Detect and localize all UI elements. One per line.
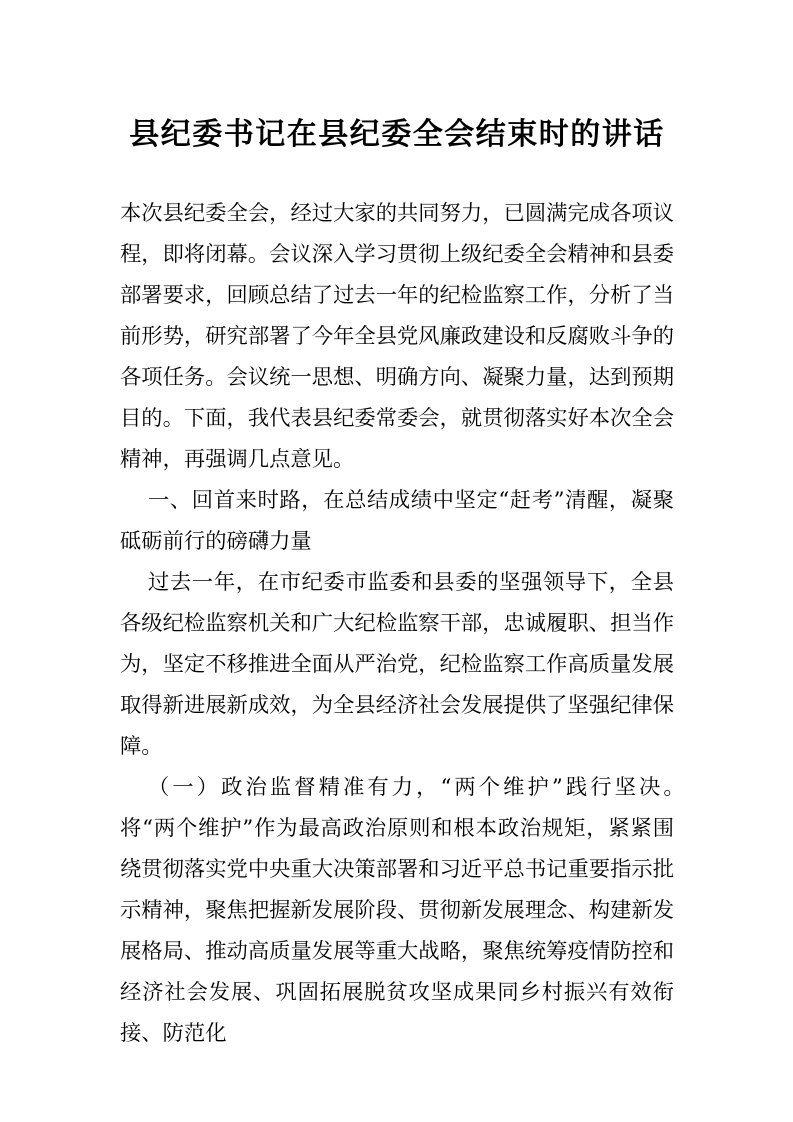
- paragraph-review: 过去一年，在市纪委市监委和县委的坚强领导下，全县各级纪检监察机关和广大纪检监察干部，忠诚履职、担当作为，坚定不移推进全面从严治党，纪检监察工作高质量发展取得新进展新成效，为全县经济社会发展提供了坚强纪律保障。: [120, 570, 674, 759]
- paragraph-political-supervision: （一）政治监督精准有力，“两个维护”践行坚决。 将“两个维护”作为最高政治原则和根本政治规矩，紧紧围绕贯彻落实党中央重大决策部署和习近平总书记重要指示批示精神，聚焦把握新发展阶段、贯彻新发展理念、构建新发展格局、推动高质量发展等重大战略，聚焦统筹疫情防控和经济社会发展、巩固拓展脱贫攻坚成果同乡村振兴有效衔接、防范化: [120, 775, 696, 1046]
- paragraph-opening: 本次县纪委全会，经过大家的共同努力，已圆满完成各项议程，即将闭幕。会议深入学习贯彻上级纪委全会精神和县委部署要求，回顾总结了过去一年的纪检监察工作，分析了当前形势，研究部署了今年全县党风廉政建设和反腐败斗争的各项任务。会议统一思想、明确方向、凝聚力量，达到预期目的。下面，我代表县纪委常委会，就贯彻落实好本次全会精神，再强调几点意见。: [120, 201, 674, 472]
- document-title: 县纪委书记在县纪委全会结束时的讲话: [129, 117, 665, 152]
- section-heading-1: 一、回首来时路，在总结成绩中坚定“赶考”清醒，凝聚砥砺前行的磅礴力量: [120, 488, 674, 554]
